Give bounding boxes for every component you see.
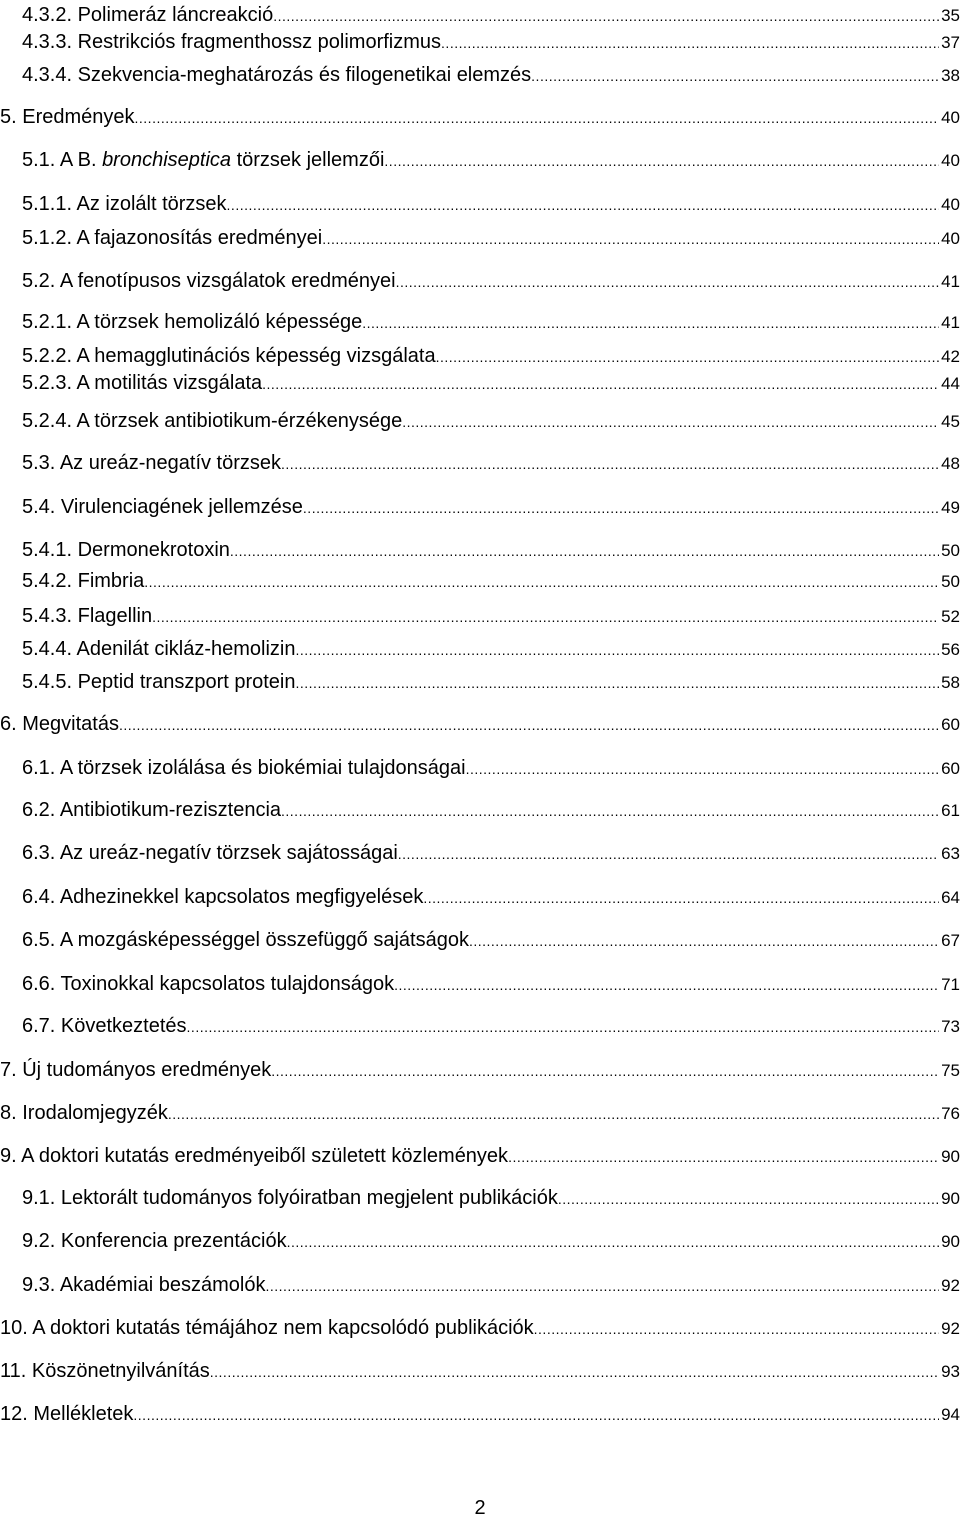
toc-entry-page: 60 xyxy=(941,715,960,734)
toc-entry-page: 41 xyxy=(941,272,960,291)
toc-entry-title: 4.3.2. Polimeráz láncreakció xyxy=(22,4,274,26)
toc-entry[interactable] xyxy=(22,969,960,999)
toc-entry-page: 58 xyxy=(941,673,960,692)
toc-entry[interactable] xyxy=(22,753,960,783)
toc-entry-page: 64 xyxy=(941,888,960,907)
toc-entry[interactable] xyxy=(22,795,960,825)
toc-entry-title: 6.4. Adhezinekkel kapcsolatos megfigyelések xyxy=(22,886,424,908)
toc-entry-page: 45 xyxy=(941,412,960,431)
toc-entry-page: 73 xyxy=(941,1017,960,1036)
toc-entry-title: 6.3. Az ureáz-negatív törzsek sajátosságai xyxy=(22,842,398,864)
dot-leader xyxy=(394,970,939,1000)
toc-entry[interactable] xyxy=(22,566,960,596)
toc-entry-title: 12. Mellékletek xyxy=(0,1403,134,1425)
toc-entry-title: 9.2. Konferencia prezentációk xyxy=(22,1230,287,1252)
toc-entry[interactable] xyxy=(22,0,960,30)
toc-entry[interactable] xyxy=(22,60,960,90)
toc-entry-page: 60 xyxy=(941,759,960,778)
toc-entry[interactable] xyxy=(22,189,960,219)
toc-entry-page: 52 xyxy=(941,607,960,626)
toc-entry[interactable] xyxy=(0,1055,960,1085)
dot-leader xyxy=(119,710,939,740)
toc-entry-title-part: törzsek jellemzői xyxy=(231,149,385,171)
toc-entry-title: 5.4.2. Fimbria xyxy=(22,570,145,592)
toc-entry[interactable] xyxy=(22,448,960,478)
toc-entry[interactable] xyxy=(0,1098,960,1128)
toc-entry[interactable] xyxy=(22,341,960,371)
dot-leader xyxy=(531,61,939,91)
dot-leader xyxy=(281,796,939,826)
dot-leader xyxy=(135,103,940,133)
toc-entry[interactable] xyxy=(22,882,960,912)
toc-entry-page: 49 xyxy=(941,498,960,517)
dot-leader xyxy=(469,926,939,956)
toc-entry-title: 8. Irodalomjegyzék xyxy=(0,1102,168,1124)
toc-entry-page: 42 xyxy=(941,347,960,366)
toc-entry-page: 93 xyxy=(941,1362,960,1381)
toc-entry[interactable] xyxy=(22,492,960,522)
toc-entry-title: 5.1.2. A fajazonosítás eredményei xyxy=(22,227,323,249)
dot-leader xyxy=(262,369,939,399)
toc-entry-title: 6.5. A mozgásképességgel összefüggő sajátságok xyxy=(22,929,469,951)
toc-entry[interactable] xyxy=(22,1183,960,1213)
toc-entry-page: 90 xyxy=(941,1232,960,1251)
toc-entry-page: 50 xyxy=(941,572,960,591)
toc-entry-page: 44 xyxy=(941,374,960,393)
toc-entry[interactable] xyxy=(22,368,960,398)
dot-leader xyxy=(296,668,940,698)
toc-entry-title: 5.2.4. A törzsek antibiotikum-érzékenysége xyxy=(22,410,403,432)
dot-leader xyxy=(423,883,939,913)
toc-entry[interactable] xyxy=(22,1270,960,1300)
toc-entry[interactable] xyxy=(0,1141,960,1171)
toc-entry-title: 5. Eredmények xyxy=(0,106,135,128)
toc-entry-page: 48 xyxy=(941,454,960,473)
dot-leader xyxy=(441,28,939,58)
toc-entry-page: 63 xyxy=(941,844,960,863)
dot-leader xyxy=(396,267,940,297)
toc-entry[interactable] xyxy=(22,601,960,631)
toc-entry[interactable] xyxy=(22,266,960,296)
toc-entry-page: 38 xyxy=(941,66,960,85)
toc-entry-title: 5.2.2. A hemagglutinációs képesség vizsgálata xyxy=(22,345,436,367)
toc-entry[interactable] xyxy=(0,1313,960,1343)
toc-entry-title-italic: bronchiseptica xyxy=(102,149,232,171)
dot-leader xyxy=(295,635,939,665)
toc-entry-page: 75 xyxy=(941,1061,960,1080)
dot-leader xyxy=(322,224,939,254)
toc-entry-page: 37 xyxy=(941,33,960,52)
dot-leader xyxy=(398,839,939,869)
dot-leader xyxy=(144,567,939,597)
dot-leader xyxy=(168,1099,939,1129)
dot-leader xyxy=(402,407,939,437)
toc-entry-title: 5.1.1. Az izolált törzsek xyxy=(22,193,227,215)
toc-entry-title: 9. A doktori kutatás eredményeiből született közlemények xyxy=(0,1145,509,1167)
toc-entry-title: 6. Megvitatás xyxy=(0,713,119,735)
toc-entry-title: 10. A doktori kutatás témájához nem kapcsolódó publikációk xyxy=(0,1317,534,1339)
dot-leader xyxy=(384,146,939,176)
toc-entry-title: 4.3.3. Restrikciós fragmenthossz polimorfizmus xyxy=(22,31,442,53)
dot-leader xyxy=(303,493,939,523)
toc-entry-title: 6.6. Toxinokkal kapcsolatos tulajdonságok xyxy=(22,973,395,995)
dot-leader xyxy=(281,449,939,479)
toc-entry[interactable] xyxy=(22,925,960,955)
toc-entry-title: 5.2.1. A törzsek hemolizáló képessége xyxy=(22,311,363,333)
toc-entry-page: 90 xyxy=(941,1189,960,1208)
dot-leader xyxy=(362,308,939,338)
toc-entry-page: 40 xyxy=(941,151,960,170)
toc-entry-title: 9.1. Lektorált tudományos folyóiratban megjelent publikációk xyxy=(22,1187,558,1209)
toc-entry-page: 67 xyxy=(941,931,960,950)
toc-entry[interactable] xyxy=(22,667,960,697)
toc-entry-page: 35 xyxy=(941,6,960,25)
toc-entry-page: 90 xyxy=(941,1147,960,1166)
toc-entry[interactable] xyxy=(22,27,960,57)
toc-entry-title: 5.4. Virulenciagének jellemzése xyxy=(22,496,303,518)
toc-entry[interactable] xyxy=(22,307,960,337)
toc-entry-title: 11. Köszönetnyilvánítás xyxy=(0,1360,210,1382)
dot-leader xyxy=(287,1227,939,1257)
dot-leader xyxy=(558,1184,939,1214)
toc-entry[interactable] xyxy=(0,709,960,739)
toc-entry-page: 92 xyxy=(941,1319,960,1338)
toc-entry-page: 40 xyxy=(941,229,960,248)
dot-leader xyxy=(534,1314,939,1344)
dot-leader xyxy=(210,1357,939,1387)
toc-entry-title: 4.3.4. Szekvencia-meghatározás és filogenetikai elemzés xyxy=(22,64,532,86)
toc-entry[interactable] xyxy=(22,406,960,436)
toc-entry[interactable] xyxy=(22,634,960,664)
page-number: 2 xyxy=(474,1497,486,1519)
toc-entry[interactable] xyxy=(22,1011,960,1041)
dot-leader xyxy=(187,1012,940,1042)
toc-entry-page: 61 xyxy=(941,801,960,820)
dot-leader xyxy=(466,754,939,784)
dot-leader xyxy=(508,1142,939,1172)
dot-leader xyxy=(227,190,940,220)
toc-entry-title xyxy=(22,145,384,175)
toc-entry[interactable] xyxy=(22,535,960,565)
dot-leader xyxy=(152,602,939,632)
toc-entry-page: 76 xyxy=(941,1104,960,1123)
dot-leader xyxy=(271,1056,939,1086)
toc-entry-title: 7. Új tudományos eredmények xyxy=(0,1059,272,1081)
toc-entry-title: 9.3. Akadémiai beszámolók xyxy=(22,1274,266,1296)
dot-leader xyxy=(230,536,939,566)
toc-entry-page: 40 xyxy=(941,108,960,127)
dot-leader xyxy=(265,1271,939,1301)
toc-entry-title: 5.3. Az ureáz-negatív törzsek xyxy=(22,452,282,474)
toc-entry[interactable] xyxy=(22,838,960,868)
toc-entry-title: 6.1. A törzsek izolálása és biokémiai tulajdonságai xyxy=(22,757,466,779)
toc-entry-title: 6.7. Következtetés xyxy=(22,1015,187,1037)
toc-entry-title: 5.4.3. Flagellin xyxy=(22,605,153,627)
toc-entry-title: 5.2.3. A motilitás vizsgálata xyxy=(22,372,263,394)
toc-entry-page: 40 xyxy=(941,195,960,214)
toc-entry[interactable] xyxy=(22,223,960,253)
toc-entry-title: 6.2. Antibiotikum-rezisztencia xyxy=(22,799,282,821)
toc-entry[interactable] xyxy=(0,1356,960,1386)
toc-entry-page: 71 xyxy=(941,975,960,994)
toc-entry[interactable] xyxy=(0,102,960,132)
toc-entry[interactable] xyxy=(22,145,960,175)
toc-entry[interactable] xyxy=(0,1399,960,1429)
dot-leader xyxy=(133,1400,939,1430)
toc-entry[interactable] xyxy=(22,1226,960,1256)
toc-entry-page: 41 xyxy=(941,313,960,332)
toc-entry-title: 5.4.4. Adenilát cikláz-hemolizin xyxy=(22,638,296,660)
toc-entry-page: 50 xyxy=(941,541,960,560)
toc-entry-page: 92 xyxy=(941,1276,960,1295)
toc-entry-page: 94 xyxy=(941,1405,960,1424)
toc-entry-title-part: 5.1. A B. xyxy=(22,149,103,171)
toc-entry-page: 56 xyxy=(941,640,960,659)
toc-entry-title: 5.4.1. Dermonekrotoxin xyxy=(22,539,230,561)
toc-entry-title: 5.4.5. Peptid transzport protein xyxy=(22,671,296,693)
toc-entry-title: 5.2. A fenotípusos vizsgálatok eredményei xyxy=(22,270,396,292)
